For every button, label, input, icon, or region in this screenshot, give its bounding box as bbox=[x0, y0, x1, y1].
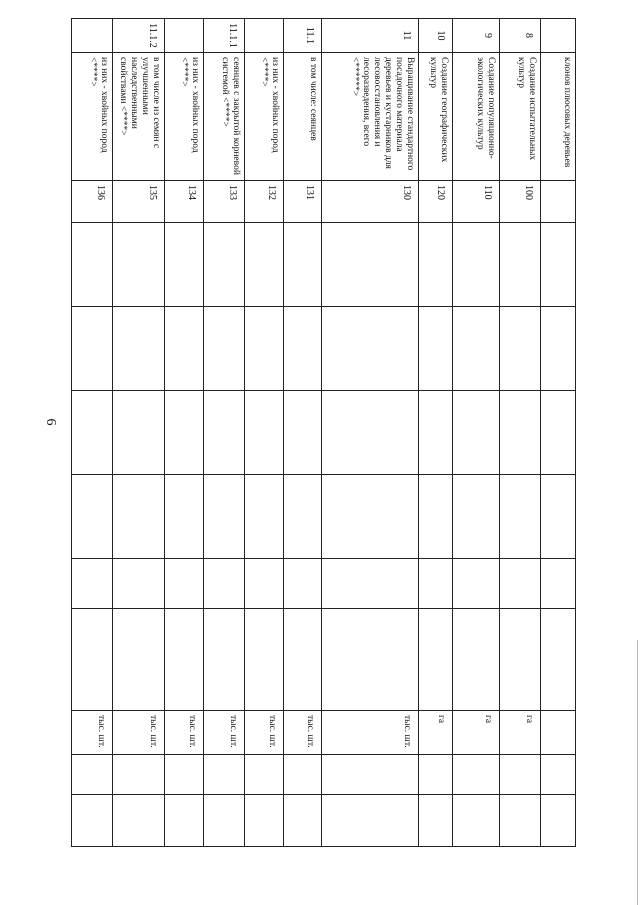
empty-cell bbox=[244, 223, 283, 307]
row-code-cell: 100 bbox=[500, 181, 541, 223]
row-code-cell: 134 bbox=[165, 181, 204, 223]
row-name-cell: Создание популяционно-экологических культур bbox=[453, 53, 500, 181]
empty-cell bbox=[418, 391, 453, 475]
row-unit-cell: га bbox=[418, 711, 453, 755]
empty-cell bbox=[453, 755, 500, 795]
empty-cell bbox=[203, 307, 244, 391]
empty-cell bbox=[283, 559, 322, 609]
empty-cell bbox=[322, 609, 418, 711]
row-name-cell: Создание географических культур bbox=[418, 53, 453, 181]
empty-cell bbox=[541, 475, 576, 559]
empty-cell bbox=[418, 223, 453, 307]
row-number-cell: 10 bbox=[418, 19, 453, 53]
row-number-cell: 9 bbox=[453, 19, 500, 53]
empty-cell bbox=[203, 475, 244, 559]
empty-cell bbox=[453, 391, 500, 475]
empty-cell bbox=[541, 223, 576, 307]
row-code-cell: 110 bbox=[453, 181, 500, 223]
empty-cell bbox=[500, 795, 541, 847]
empty-cell bbox=[112, 475, 164, 559]
row-name-cell: из них - хвойных пород <****> bbox=[244, 53, 283, 181]
empty-cell bbox=[244, 795, 283, 847]
table-row bbox=[72, 19, 113, 847]
empty-cell bbox=[418, 307, 453, 391]
empty-cell bbox=[165, 391, 204, 475]
row-unit-cell: тыс. шт. bbox=[283, 711, 322, 755]
empty-cell bbox=[112, 391, 164, 475]
row-number-cell: 11.1.2 bbox=[112, 19, 164, 53]
empty-cell bbox=[453, 609, 500, 711]
empty-cell bbox=[418, 559, 453, 609]
empty-cell bbox=[322, 307, 418, 391]
row-unit-cell: га bbox=[453, 711, 500, 755]
empty-cell bbox=[165, 609, 204, 711]
empty-cell bbox=[112, 223, 164, 307]
row-code-cell: 131 bbox=[283, 181, 322, 223]
table-row bbox=[322, 19, 418, 847]
table-row bbox=[418, 19, 453, 847]
empty-cell bbox=[283, 795, 322, 847]
empty-cell bbox=[418, 755, 453, 795]
empty-cell bbox=[72, 795, 113, 847]
empty-cell bbox=[203, 223, 244, 307]
empty-cell bbox=[322, 559, 418, 609]
empty-cell bbox=[322, 475, 418, 559]
empty-cell bbox=[418, 795, 453, 847]
row-unit-cell: тыс. шт. bbox=[203, 711, 244, 755]
row-unit-cell: га bbox=[500, 711, 541, 755]
empty-cell bbox=[112, 755, 164, 795]
empty-cell bbox=[322, 795, 418, 847]
empty-cell bbox=[72, 559, 113, 609]
empty-cell bbox=[541, 391, 576, 475]
empty-cell bbox=[72, 223, 113, 307]
empty-cell bbox=[203, 391, 244, 475]
empty-cell bbox=[500, 391, 541, 475]
empty-cell bbox=[500, 475, 541, 559]
row-number-cell bbox=[244, 19, 283, 53]
row-name-cell: Создание испытательных культур bbox=[500, 53, 541, 181]
row-code-cell: 130 bbox=[322, 181, 418, 223]
empty-cell bbox=[453, 795, 500, 847]
row-number-cell bbox=[72, 19, 113, 53]
empty-cell bbox=[165, 307, 204, 391]
empty-cell bbox=[541, 307, 576, 391]
empty-cell bbox=[244, 391, 283, 475]
empty-cell bbox=[283, 307, 322, 391]
empty-cell bbox=[500, 223, 541, 307]
row-code-cell: 135 bbox=[112, 181, 164, 223]
empty-cell bbox=[203, 755, 244, 795]
empty-cell bbox=[418, 609, 453, 711]
row-unit-cell bbox=[541, 711, 576, 755]
empty-cell bbox=[165, 559, 204, 609]
empty-cell bbox=[322, 755, 418, 795]
empty-cell bbox=[203, 795, 244, 847]
row-unit-cell: тыс. шт. bbox=[165, 711, 204, 755]
empty-cell bbox=[283, 391, 322, 475]
row-name-cell: сеянцев с закрытой корневой системой <****> bbox=[203, 53, 244, 181]
empty-cell bbox=[112, 559, 164, 609]
table-row bbox=[112, 19, 164, 847]
row-name-cell: в том числе из семян с улучшенными наследственными свойствами <****> bbox=[112, 53, 164, 181]
empty-cell bbox=[453, 307, 500, 391]
empty-cell bbox=[541, 755, 576, 795]
row-code-cell bbox=[541, 181, 576, 223]
empty-cell bbox=[112, 795, 164, 847]
empty-cell bbox=[244, 755, 283, 795]
empty-cell bbox=[165, 223, 204, 307]
row-unit-cell: тыс. шт. bbox=[72, 711, 113, 755]
empty-cell bbox=[112, 609, 164, 711]
empty-cell bbox=[541, 795, 576, 847]
empty-cell bbox=[283, 223, 322, 307]
row-number-cell: 11.1 bbox=[283, 19, 322, 53]
table-row bbox=[453, 19, 500, 847]
table-row bbox=[541, 19, 576, 847]
row-name-cell: в том числе: сеянцев bbox=[283, 53, 322, 181]
scan-edge-line bbox=[637, 640, 638, 905]
row-code-cell: 132 bbox=[244, 181, 283, 223]
empty-cell bbox=[244, 475, 283, 559]
empty-cell bbox=[203, 609, 244, 711]
table-row bbox=[283, 19, 322, 847]
empty-cell bbox=[165, 755, 204, 795]
row-number-cell: 8 bbox=[500, 19, 541, 53]
empty-cell bbox=[500, 559, 541, 609]
empty-cell bbox=[72, 475, 113, 559]
table-row bbox=[165, 19, 204, 847]
empty-cell bbox=[500, 609, 541, 711]
empty-cell bbox=[72, 307, 113, 391]
row-unit-cell: тыс. шт. bbox=[244, 711, 283, 755]
empty-cell bbox=[72, 609, 113, 711]
table-row bbox=[244, 19, 283, 847]
empty-cell bbox=[500, 307, 541, 391]
empty-cell bbox=[418, 475, 453, 559]
row-name-cell: клонов плюсовых деревьев bbox=[541, 53, 576, 181]
empty-cell bbox=[453, 223, 500, 307]
row-name-cell: Выращивание стандартного посадочного материала деревьев и кустарников для лесовосстановления и лесоразведения, всего <******> bbox=[322, 53, 418, 181]
row-name-cell: из них - хвойных пород <****> bbox=[165, 53, 204, 181]
table-row bbox=[203, 19, 244, 847]
row-code-cell: 136 bbox=[72, 181, 113, 223]
empty-cell bbox=[322, 391, 418, 475]
empty-cell bbox=[541, 609, 576, 711]
empty-cell bbox=[203, 559, 244, 609]
empty-cell bbox=[541, 559, 576, 609]
row-number-cell: 11 bbox=[322, 19, 418, 53]
row-number-cell bbox=[165, 19, 204, 53]
page-number: 6 bbox=[43, 418, 58, 426]
row-number-cell bbox=[541, 19, 576, 53]
rotated-table-container bbox=[71, 18, 576, 846]
row-code-cell: 120 bbox=[418, 181, 453, 223]
empty-cell bbox=[112, 307, 164, 391]
empty-cell bbox=[283, 609, 322, 711]
row-unit-cell: тыс. шт. bbox=[322, 711, 418, 755]
empty-cell bbox=[322, 223, 418, 307]
row-number-cell: 11.1.1 bbox=[203, 19, 244, 53]
empty-cell bbox=[453, 559, 500, 609]
empty-cell bbox=[244, 559, 283, 609]
row-unit-cell: тыс. шт. bbox=[112, 711, 164, 755]
empty-cell bbox=[283, 475, 322, 559]
table-row bbox=[500, 19, 541, 847]
empty-cell bbox=[500, 755, 541, 795]
empty-cell bbox=[165, 475, 204, 559]
empty-cell bbox=[453, 475, 500, 559]
empty-cell bbox=[72, 755, 113, 795]
empty-cell bbox=[283, 755, 322, 795]
empty-cell bbox=[72, 391, 113, 475]
report-table bbox=[71, 18, 576, 847]
row-code-cell: 133 bbox=[203, 181, 244, 223]
empty-cell bbox=[244, 307, 283, 391]
empty-cell bbox=[244, 609, 283, 711]
row-name-cell: из них - хвойных пород <****> bbox=[72, 53, 113, 181]
empty-cell bbox=[165, 795, 204, 847]
